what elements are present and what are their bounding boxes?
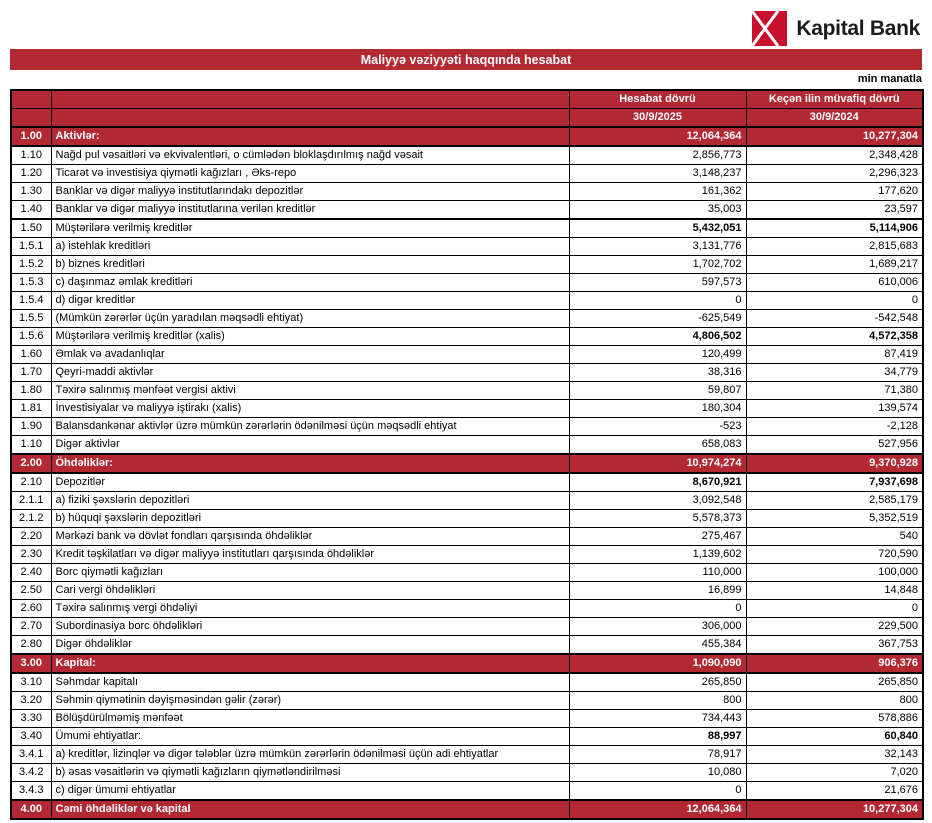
row-no: 1.80 — [11, 382, 51, 400]
row-no: 2.60 — [11, 600, 51, 618]
value-current: 1,139,602 — [569, 546, 746, 564]
value-prior: 21,676 — [746, 782, 923, 801]
value-prior: 2,585,179 — [746, 492, 923, 510]
row-no: 2.20 — [11, 528, 51, 546]
value-prior: 265,850 — [746, 673, 923, 692]
row-no: 2.1.1 — [11, 492, 51, 510]
value-current: 0 — [569, 292, 746, 310]
row-no: 1.5.4 — [11, 292, 51, 310]
report-title-bar — [10, 49, 922, 70]
row-label: c) digər ümumi ehtiyatlar — [51, 782, 569, 801]
row-label: Kapital: — [51, 654, 569, 673]
table-row — [11, 782, 923, 801]
table-row — [11, 382, 923, 400]
row-no: 1.00 — [11, 127, 51, 146]
value-prior: 14,848 — [746, 582, 923, 600]
header-blank-label — [51, 90, 569, 109]
value-prior: 4,572,358 — [746, 328, 923, 346]
table-dates-row — [11, 109, 923, 128]
value-prior: 0 — [746, 292, 923, 310]
row-no: 1.60 — [11, 346, 51, 364]
value-prior: 60,840 — [746, 728, 923, 746]
row-no: 4.00 — [11, 800, 51, 819]
row-no: 1.5.5 — [11, 310, 51, 328]
table-row — [11, 728, 923, 746]
row-no: 2.70 — [11, 618, 51, 636]
value-current: 800 — [569, 692, 746, 710]
table-row — [11, 400, 923, 418]
value-current: 120,499 — [569, 346, 746, 364]
table-row — [11, 564, 923, 582]
row-label: Təxirə salınmış vergi öhdəliyi — [51, 600, 569, 618]
value-current: 110,000 — [569, 564, 746, 582]
value-prior: 23,597 — [746, 201, 923, 220]
header-period-current: Hesabat dövrü — [569, 90, 746, 109]
value-prior: 906,376 — [746, 654, 923, 673]
row-label: Müştərilərə verilmiş kreditlər (xalis) — [51, 328, 569, 346]
value-prior: 71,380 — [746, 382, 923, 400]
value-current: 1,702,702 — [569, 256, 746, 274]
row-no: 1.50 — [11, 219, 51, 238]
row-no: 2.10 — [11, 473, 51, 492]
value-current: 8,670,921 — [569, 473, 746, 492]
brand-name: Kapital Bank — [796, 16, 920, 40]
table-row — [11, 436, 923, 455]
value-current: -625,549 — [569, 310, 746, 328]
row-no: 2.30 — [11, 546, 51, 564]
value-current: 38,316 — [569, 364, 746, 382]
table-row — [11, 346, 923, 364]
unit-note: min manatla — [857, 73, 922, 85]
table-row — [11, 473, 923, 492]
row-label: b) əsas vəsaitlərin və qiymətli kağızların qiymətləndirilməsi — [51, 764, 569, 782]
value-prior: 10,277,304 — [746, 800, 923, 819]
table-row — [11, 292, 923, 310]
row-label: Banklar və digər maliyyə institutlarındakı depozitlər — [51, 183, 569, 201]
row-label: Aktivlər: — [51, 127, 569, 146]
value-prior: 540 — [746, 528, 923, 546]
table-header-row — [11, 90, 923, 109]
table-row — [11, 618, 923, 636]
row-label: Digər aktivlər — [51, 436, 569, 455]
row-no: 1.5.1 — [11, 238, 51, 256]
row-no: 1.10 — [11, 436, 51, 455]
value-current: 597,573 — [569, 274, 746, 292]
value-prior: 34,779 — [746, 364, 923, 382]
table-row — [11, 310, 923, 328]
row-no: 3.40 — [11, 728, 51, 746]
value-current: 59,807 — [569, 382, 746, 400]
row-label: a) istehlak kreditləri — [51, 238, 569, 256]
value-prior: 100,000 — [746, 564, 923, 582]
value-current: 161,362 — [569, 183, 746, 201]
row-label: Bölüşdürülməmiş mənfəət — [51, 710, 569, 728]
table-row — [11, 256, 923, 274]
row-label: Depozitlər — [51, 473, 569, 492]
value-current: 5,578,373 — [569, 510, 746, 528]
row-label: Subordinasiya borc öhdəlikləri — [51, 618, 569, 636]
kapital-bank-logo-icon — [752, 11, 787, 46]
value-prior: 367,753 — [746, 636, 923, 655]
row-no: 1.70 — [11, 364, 51, 382]
table-row — [11, 764, 923, 782]
header-date-current: 30/9/2025 — [569, 109, 746, 128]
value-prior: 5,114,906 — [746, 219, 923, 238]
value-prior: 87,419 — [746, 346, 923, 364]
value-prior: 578,886 — [746, 710, 923, 728]
row-no: 3.30 — [11, 710, 51, 728]
value-current: 10,974,274 — [569, 454, 746, 473]
value-current: 734,443 — [569, 710, 746, 728]
value-current: 0 — [569, 600, 746, 618]
table-row — [11, 201, 923, 220]
table-row — [11, 654, 923, 673]
row-no: 1.90 — [11, 418, 51, 436]
value-current: 658,083 — [569, 436, 746, 455]
row-label: Təxirə salınmış mənfəət vergisi aktivi — [51, 382, 569, 400]
value-prior: 5,352,519 — [746, 510, 923, 528]
value-prior: 7,937,698 — [746, 473, 923, 492]
value-current: 5,432,051 — [569, 219, 746, 238]
table-row — [11, 454, 923, 473]
table-row — [11, 127, 923, 146]
value-prior: 2,815,683 — [746, 238, 923, 256]
value-prior: 800 — [746, 692, 923, 710]
value-prior: 1,689,217 — [746, 256, 923, 274]
value-current: 78,917 — [569, 746, 746, 764]
row-label: Qeyri-maddi aktivlər — [51, 364, 569, 382]
table-row — [11, 582, 923, 600]
row-no: 1.30 — [11, 183, 51, 201]
table-row — [11, 673, 923, 692]
row-label: Müştərilərə verilmiş kreditlər — [51, 219, 569, 238]
dates-blank-no — [11, 109, 51, 128]
table-row — [11, 710, 923, 728]
value-current: 12,064,364 — [569, 800, 746, 819]
value-current: 180,304 — [569, 400, 746, 418]
row-no: 1.20 — [11, 165, 51, 183]
kapital-bank-logo — [752, 11, 920, 46]
value-prior: 7,020 — [746, 764, 923, 782]
table-row — [11, 238, 923, 256]
report-table-body — [11, 127, 923, 819]
value-current: 1,090,090 — [569, 654, 746, 673]
row-label: Əmlak və avadanlıqlar — [51, 346, 569, 364]
row-label: Balansdankənar aktivlər üzrə mümkün zərərlərin ödənilməsi üçün məqsədli ehtiyat — [51, 418, 569, 436]
value-current: 2,856,773 — [569, 146, 746, 165]
value-current: 265,850 — [569, 673, 746, 692]
value-current: 10,080 — [569, 764, 746, 782]
value-current: 88,997 — [569, 728, 746, 746]
row-label: b) hüquqi şəxslərin depozitləri — [51, 510, 569, 528]
row-label: Kredit təşkilatları və digər maliyyə institutları qarşısında öhdəliklər — [51, 546, 569, 564]
value-current: 4,806,502 — [569, 328, 746, 346]
value-current: 3,092,548 — [569, 492, 746, 510]
table-row — [11, 546, 923, 564]
header-period-prior: Keçən ilin müvafiq dövrü — [746, 90, 923, 109]
table-row — [11, 510, 923, 528]
row-label: Ümumi ehtiyatlar: — [51, 728, 569, 746]
row-label: Səhmin qiymətinin dəyişməsindən gəlir (zərər) — [51, 692, 569, 710]
row-label: Səhmdar kapitalı — [51, 673, 569, 692]
value-prior: 2,296,323 — [746, 165, 923, 183]
value-prior: -542,548 — [746, 310, 923, 328]
table-row — [11, 418, 923, 436]
row-no: 1.81 — [11, 400, 51, 418]
row-no: 3.10 — [11, 673, 51, 692]
value-prior: 32,143 — [746, 746, 923, 764]
value-current: 455,384 — [569, 636, 746, 655]
row-label: Ticarət və investisiya qiymətli kağızları , Əks-repo — [51, 165, 569, 183]
value-current: 3,131,776 — [569, 238, 746, 256]
row-no: 3.20 — [11, 692, 51, 710]
table-row — [11, 328, 923, 346]
row-no: 3.00 — [11, 654, 51, 673]
table-row — [11, 636, 923, 655]
financial-position-table — [10, 89, 924, 820]
row-label: Banklar və digər maliyyə institutlarına verilən kreditlər — [51, 201, 569, 220]
dates-blank-label — [51, 109, 569, 128]
table-row — [11, 800, 923, 819]
value-prior: 9,370,928 — [746, 454, 923, 473]
table-row — [11, 146, 923, 165]
row-label: Cari vergi öhdəlikləri — [51, 582, 569, 600]
table-row — [11, 746, 923, 764]
table-row — [11, 364, 923, 382]
row-no: 1.40 — [11, 201, 51, 220]
row-label: a) kreditlər, lizinqlər və digər tələblər üzrə mümkün zərərlərin ödənilməsi üçün adi ehtiyatlar — [51, 746, 569, 764]
row-label: Borc qiymətli kağızları — [51, 564, 569, 582]
value-current: 12,064,364 — [569, 127, 746, 146]
value-prior: 229,500 — [746, 618, 923, 636]
value-current: 16,899 — [569, 582, 746, 600]
row-no: 1.10 — [11, 146, 51, 165]
table-row — [11, 692, 923, 710]
table-row — [11, 274, 923, 292]
row-no: 1.5.6 — [11, 328, 51, 346]
value-prior: 610,006 — [746, 274, 923, 292]
table-row — [11, 492, 923, 510]
row-label: d) digər kreditlər — [51, 292, 569, 310]
row-no: 2.80 — [11, 636, 51, 655]
value-prior: 0 — [746, 600, 923, 618]
value-current: 275,467 — [569, 528, 746, 546]
value-prior: 720,590 — [746, 546, 923, 564]
row-label: a) fiziki şəxslərin depozitləri — [51, 492, 569, 510]
value-current: 35,003 — [569, 201, 746, 220]
value-prior: 139,574 — [746, 400, 923, 418]
value-prior: 10,277,304 — [746, 127, 923, 146]
row-label: b) biznes kreditləri — [51, 256, 569, 274]
row-label: Mərkəzi bank və dövlət fondları qarşısında öhdəliklər — [51, 528, 569, 546]
row-no: 2.40 — [11, 564, 51, 582]
row-no: 1.5.2 — [11, 256, 51, 274]
table-row — [11, 600, 923, 618]
value-prior: -2,128 — [746, 418, 923, 436]
value-current: 306,000 — [569, 618, 746, 636]
table-row — [11, 528, 923, 546]
value-current: 0 — [569, 782, 746, 801]
value-current: 3,148,237 — [569, 165, 746, 183]
row-label: Nağd pul vəsaitləri və ekvivalentləri, o cümlədən bloklaşdırılmış nağd vəsait — [51, 146, 569, 165]
value-prior: 527,956 — [746, 436, 923, 455]
table-row — [11, 219, 923, 238]
row-label: Öhdəliklər: — [51, 454, 569, 473]
row-label: Cəmi öhdəliklər və kapital — [51, 800, 569, 819]
value-prior: 177,620 — [746, 183, 923, 201]
row-label: c) daşınmaz əmlak kreditləri — [51, 274, 569, 292]
row-label: Digər öhdəliklər — [51, 636, 569, 655]
row-no: 2.50 — [11, 582, 51, 600]
header-date-prior: 30/9/2024 — [746, 109, 923, 128]
report-title: Maliyyə vəziyyəti haqqında hesabat — [360, 52, 572, 67]
row-no: 2.00 — [11, 454, 51, 473]
row-label: İnvestisiyalar və maliyyə iştirakı (xalis) — [51, 400, 569, 418]
row-no: 3.4.2 — [11, 764, 51, 782]
row-label: (Mümkün zərərlər üçün yaradılan məqsədli ehtiyat) — [51, 310, 569, 328]
value-current: -523 — [569, 418, 746, 436]
row-no: 1.5.3 — [11, 274, 51, 292]
row-no: 3.4.3 — [11, 782, 51, 801]
row-no: 2.1.2 — [11, 510, 51, 528]
value-prior: 2,348,428 — [746, 146, 923, 165]
table-row — [11, 165, 923, 183]
row-no: 3.4.1 — [11, 746, 51, 764]
table-row — [11, 183, 923, 201]
header-blank-no — [11, 90, 51, 109]
